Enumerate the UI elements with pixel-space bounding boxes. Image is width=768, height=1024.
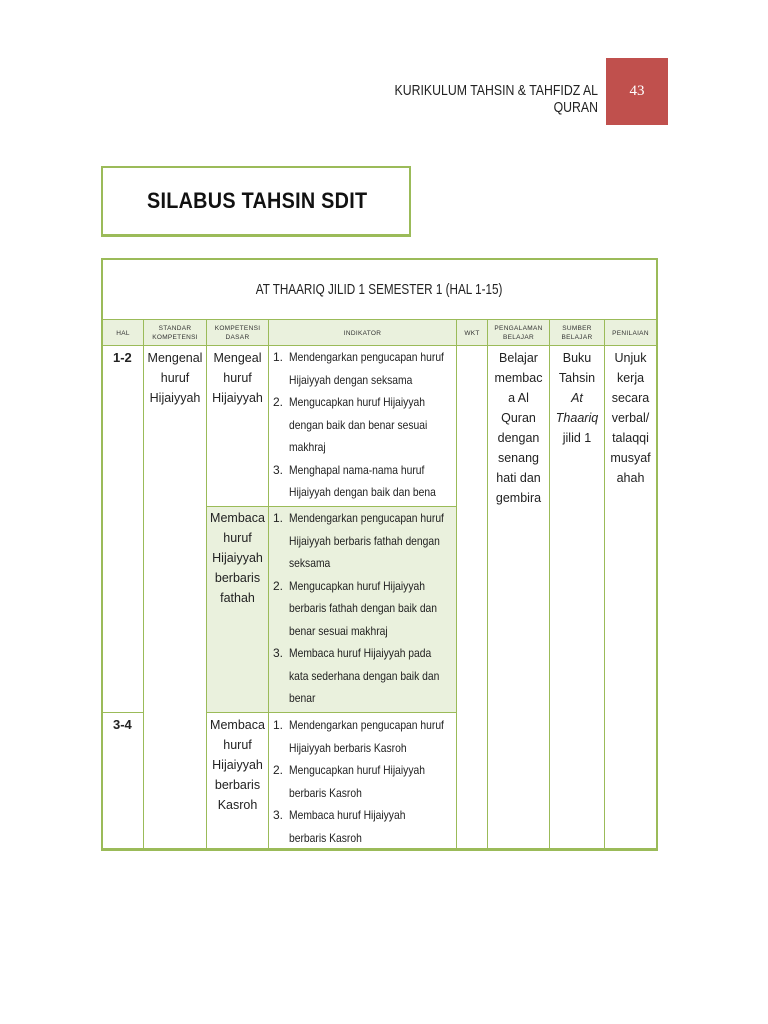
cell-line: jilid 1	[562, 431, 592, 445]
table-caption-text: AT THAARIQ JILID 1 SEMESTER 1 (HAL 1-15)	[256, 281, 503, 298]
item-number: 3.	[273, 462, 284, 477]
indikator-item	[273, 804, 451, 849]
kompetensi-dasar-cell	[207, 348, 268, 408]
cell-line: gembira	[495, 491, 542, 505]
indikator-line: Membaca huruf Hijaiyyah pada	[289, 646, 432, 660]
pengalaman-belajar-cell	[488, 348, 549, 508]
cell-line: Hijaiyyah	[212, 391, 263, 405]
cell-line: ahah	[616, 471, 645, 485]
col-header-hal: HAL	[116, 329, 130, 337]
col-header-standar: STANDAR KOMPETENSI	[152, 325, 198, 341]
grid-line	[456, 319, 457, 851]
cell-line: fathah	[220, 591, 255, 605]
grid-line	[103, 712, 144, 713]
item-number: 3.	[273, 808, 284, 822]
indikator-item	[273, 507, 451, 575]
sumber-belajar-cell	[550, 348, 604, 448]
cell-line: Mengeal	[213, 351, 262, 365]
col-header-kompetensi: KOMPETENSI DASAR	[214, 325, 261, 341]
page-number: 43	[629, 83, 645, 99]
cell-line: Thaariq	[555, 411, 599, 425]
table-caption	[103, 260, 656, 319]
indikator-line: Mendengarkan pengucapan huruf	[289, 350, 444, 364]
cell-line: Membaca	[210, 511, 265, 525]
indikator-item	[273, 714, 451, 759]
cell-line: Membaca	[210, 718, 265, 732]
indikator-line: kata sederhana dengan baik dan	[289, 668, 440, 683]
indikator-item	[273, 459, 451, 504]
item-number: 2.	[273, 763, 284, 777]
cell-line: Buku	[562, 351, 592, 365]
table-header-row	[103, 319, 656, 346]
cell-line: Belajar	[499, 351, 538, 365]
indikator-line: Hijaiyyah dengan baik dan bena	[289, 485, 436, 499]
cell-line: hati dan	[496, 471, 541, 485]
indikator-line: seksama	[289, 556, 331, 570]
running-header-title: KURIKULUM TAHSIN & TAHFIDZ AL QURAN	[394, 82, 598, 116]
col-header-wkt: WKT	[464, 329, 480, 337]
indikator-line: berbaris fathah dengan baik dan	[289, 601, 438, 615]
cell-line: Tahsin	[558, 371, 596, 385]
indikator-line: Mengucapkan huruf Hijaiyyah	[289, 395, 425, 409]
indikator-item	[273, 346, 451, 391]
col-header-penilaian: PENILAIAN	[612, 329, 649, 337]
col-header-indikator: INDIKATOR	[343, 329, 382, 337]
cell-line: huruf	[223, 371, 252, 385]
title-box	[101, 166, 411, 237]
indikator-line: benar sesuai makhraj	[289, 623, 388, 638]
kompetensi-dasar-cell	[207, 508, 268, 608]
indikator-list	[273, 714, 451, 849]
indikator-line: Membaca huruf Hijaiyyah	[289, 808, 406, 822]
cell-line: Unjuk	[614, 351, 647, 365]
cell-line: a Al	[508, 391, 529, 405]
indikator-line: Hijaiyyah berbaris fathah dengan	[289, 533, 440, 548]
indikator-line: makhraj	[289, 440, 326, 454]
item-number: 2.	[273, 578, 284, 593]
cell-line: huruf	[223, 531, 252, 545]
indikator-line: dengan baik dan benar sesuai	[289, 417, 428, 432]
indikator-item	[273, 642, 451, 710]
cell-line: talaqqi	[612, 431, 649, 445]
cell-line: berbaris	[214, 778, 261, 792]
cell-line: dengan	[497, 431, 540, 445]
indikator-line: Mendengarkan pengucapan huruf	[289, 511, 444, 525]
grid-line	[207, 712, 457, 713]
col-header-pengalaman: PENGALAMAN BELAJAR	[494, 325, 543, 341]
indikator-list	[273, 507, 451, 710]
cell-line: Quran	[501, 411, 536, 425]
cell-line: Mengenal	[147, 351, 203, 365]
indikator-line: berbaris Kasroh	[289, 830, 362, 845]
cell-line: secara	[611, 391, 650, 405]
indikator-list	[273, 346, 451, 504]
penilaian-cell	[605, 348, 656, 488]
cell-line: verbal/	[611, 411, 650, 425]
indikator-line: Hijaiyyah dengan seksama	[289, 372, 413, 387]
indikator-item	[273, 759, 451, 804]
item-number: 3.	[273, 646, 284, 660]
cell-line: berbaris	[214, 571, 261, 585]
hal-cell: 3-4	[113, 717, 132, 732]
indikator-line: benar	[289, 691, 316, 705]
item-number: 1.	[273, 511, 284, 525]
cell-line: Hijaiyyah	[212, 758, 263, 772]
indikator-line: berbaris Kasroh	[289, 785, 362, 800]
cell-line: Hijaiyyah	[212, 551, 263, 565]
page-title: SILABUS TAHSIN SDIT	[147, 188, 368, 213]
cell-line: musyaf	[610, 451, 651, 465]
indikator-item	[273, 575, 451, 643]
grid-line	[268, 319, 269, 851]
item-number: 2.	[273, 395, 284, 409]
kompetensi-dasar-cell	[207, 715, 268, 815]
page-number-badge	[606, 58, 668, 125]
cell-line: kerja	[616, 371, 645, 385]
indikator-line: Menghapal nama-nama huruf	[289, 462, 425, 477]
standar-kompetensi-cell	[144, 348, 206, 408]
cell-line: Hijaiyyah	[149, 391, 201, 405]
cell-line: membac	[494, 371, 543, 385]
cell-line: huruf	[223, 738, 252, 752]
indikator-line: Mendengarkan pengucapan huruf	[289, 718, 444, 732]
indikator-line: Hijaiyyah berbaris Kasroh	[289, 740, 407, 755]
syllabus-table	[101, 258, 658, 851]
item-number: 1.	[273, 718, 284, 732]
cell-line: At	[571, 391, 583, 405]
cell-line: huruf	[160, 371, 190, 385]
cell-line: Kasroh	[217, 798, 258, 812]
item-number: 1.	[273, 350, 284, 364]
indikator-line: Mengucapkan huruf Hijaiyyah	[289, 763, 425, 777]
col-header-sumber: SUMBER BELAJAR	[561, 325, 593, 341]
hal-cell: 1-2	[113, 350, 132, 365]
indikator-line: Mengucapkan huruf Hijaiyyah	[289, 578, 425, 593]
indikator-item	[273, 391, 451, 459]
cell-line: senang	[497, 451, 539, 465]
